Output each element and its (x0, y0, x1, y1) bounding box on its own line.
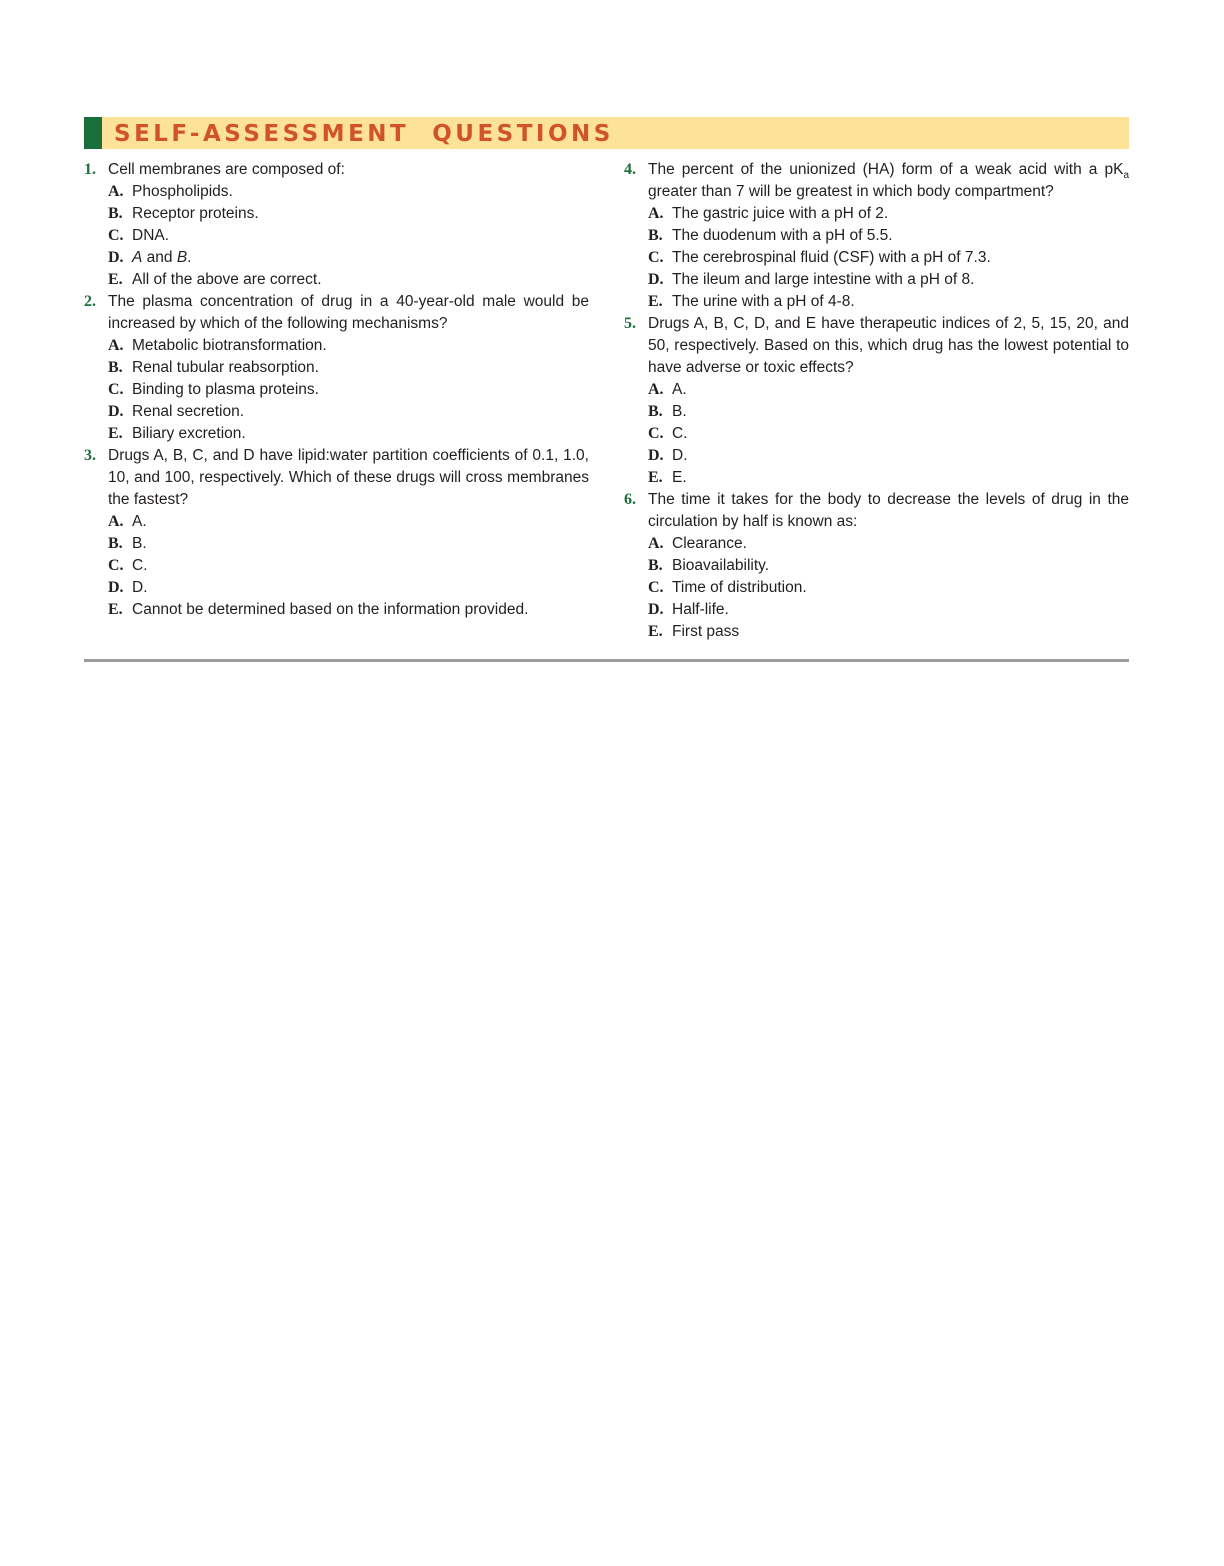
option-c (108, 225, 589, 247)
left-column (84, 159, 589, 621)
option-c (648, 423, 1129, 445)
question-number: 3. (84, 447, 96, 464)
option-letter: C. (648, 425, 664, 442)
option-text: Biliary excretion. (132, 425, 246, 442)
option-e (648, 291, 1129, 313)
option-text: Cannot be determined based on the information provided. (132, 601, 529, 618)
option-d (108, 401, 589, 423)
option-c (648, 577, 1129, 599)
option-b (648, 225, 1129, 247)
option-text: First pass (672, 623, 740, 640)
option-letter: D. (108, 403, 124, 420)
option-letter: A. (648, 381, 664, 398)
option-text-italic-a: A (132, 249, 143, 266)
option-text: The ileum and large intestine with a pH of 8. (672, 271, 975, 288)
question-1 (84, 159, 589, 291)
option-text-end: . (187, 249, 192, 266)
option-text: Bioavailability. (672, 557, 770, 574)
option-letter: B. (648, 403, 663, 420)
option-a (108, 335, 589, 357)
option-e (108, 599, 589, 621)
option-e (648, 467, 1129, 489)
question-number: 4. (624, 161, 636, 178)
option-a (108, 181, 589, 203)
option-text: B. (132, 535, 147, 552)
option-text: The urine with a pH of 4-8. (672, 293, 855, 310)
option-letter: C. (108, 227, 124, 244)
section-divider (84, 659, 1129, 662)
option-letter: D. (108, 579, 124, 596)
question-stem: Cell membranes are composed of: (108, 161, 345, 178)
option-letter: A. (108, 337, 124, 354)
option-letter: E. (648, 623, 663, 640)
option-letter: D. (648, 271, 664, 288)
stem-subscript: a (1123, 170, 1129, 182)
option-d (108, 247, 589, 269)
question-number: 1. (84, 161, 96, 178)
option-letter: B. (648, 557, 663, 574)
option-b (648, 401, 1129, 423)
option-letter: A. (648, 535, 664, 552)
option-text: Receptor proteins. (132, 205, 259, 222)
option-text: Binding to plasma proteins. (132, 381, 319, 398)
right-column (624, 159, 1129, 643)
question-stem: Drugs A, B, C, D, and E have therapeutic indices of 2, 5, 15, 20, and 50, respectively. Based on this, which drug has the lowest potential to have adverse or toxic effects? (648, 315, 1129, 376)
option-letter: A. (648, 205, 664, 222)
option-letter: E. (648, 293, 663, 310)
option-e (108, 423, 589, 445)
option-text: The duodenum with a pH of 5.5. (672, 227, 893, 244)
option-a (108, 511, 589, 533)
option-b (108, 533, 589, 555)
option-c (108, 555, 589, 577)
option-a (648, 533, 1129, 555)
option-b (648, 555, 1129, 577)
question-5 (624, 313, 1129, 489)
option-text: Renal tubular reabsorption. (132, 359, 319, 376)
option-letter: D. (108, 249, 124, 266)
option-text-italic-b: B (176, 249, 188, 266)
option-text: B. (672, 403, 687, 420)
question-number: 5. (624, 315, 636, 332)
question-number: 2. (84, 293, 96, 310)
option-text: C. (672, 425, 688, 442)
option-letter: E. (108, 425, 123, 442)
option-text: A. (672, 381, 687, 398)
option-b (108, 357, 589, 379)
question-4 (624, 159, 1129, 313)
question-number: 6. (624, 491, 636, 508)
option-text: D. (672, 447, 688, 464)
stem-post: greater than 7 will be greatest in which body compartment? (648, 183, 1054, 200)
option-letter: C. (648, 249, 664, 266)
option-c (108, 379, 589, 401)
option-text-mid: and (142, 249, 177, 266)
option-b (108, 203, 589, 225)
option-text: DNA. (132, 227, 170, 244)
option-text: Renal secretion. (132, 403, 245, 420)
question-3 (84, 445, 589, 621)
option-letter: C. (108, 557, 124, 574)
stem-pre: The percent of the unionized (HA) form of a weak acid with a pK (648, 161, 1124, 178)
option-letter: B. (648, 227, 663, 244)
option-text: Metabolic biotransformation. (132, 337, 327, 354)
option-letter: D. (648, 447, 664, 464)
option-d (648, 445, 1129, 467)
option-text: Phospholipids. (132, 183, 233, 200)
option-e (648, 621, 1129, 643)
option-a (648, 379, 1129, 401)
option-a (648, 203, 1129, 225)
question-6 (624, 489, 1129, 643)
section-title: SELF-ASSESSMENT QUESTIONS (114, 121, 614, 147)
question-stem: The plasma concentration of drug in a 40-year-old male would be increased by which of the following mechanisms? (108, 293, 589, 332)
option-letter: E. (648, 469, 663, 486)
option-d (108, 577, 589, 599)
option-d (648, 269, 1129, 291)
option-c (648, 247, 1129, 269)
option-text: A. (132, 513, 147, 530)
option-letter: C. (648, 579, 664, 596)
option-text: The cerebrospinal fluid (CSF) with a pH of 7.3. (672, 249, 991, 266)
option-d (648, 599, 1129, 621)
option-text: Half-life. (672, 601, 729, 618)
header-accent-block (84, 117, 102, 149)
option-text: Time of distribution. (672, 579, 807, 596)
question-stem: Drugs A, B, C, and D have lipid:water partition coefficients of 0.1, 1.0, 10, and 100, respectively. Which of these drugs will cross membranes the fastest? (108, 447, 589, 508)
option-letter: E. (108, 271, 123, 288)
option-text: D. (132, 579, 148, 596)
question-stem (648, 159, 1129, 203)
option-letter: E. (108, 601, 123, 618)
option-text: The gastric juice with a pH of 2. (672, 205, 889, 222)
option-letter: D. (648, 601, 664, 618)
option-letter: A. (108, 513, 124, 530)
option-letter: B. (108, 205, 123, 222)
question-2 (84, 291, 589, 445)
option-letter: B. (108, 535, 123, 552)
option-text: C. (132, 557, 148, 574)
option-text: All of the above are correct. (132, 271, 322, 288)
option-letter: B. (108, 359, 123, 376)
question-stem: The time it takes for the body to decrease the levels of drug in the circulation by half is known as: (648, 491, 1129, 530)
option-letter: C. (108, 381, 124, 398)
option-text: E. (672, 469, 687, 486)
option-e (108, 269, 589, 291)
section-header (84, 117, 1129, 149)
option-letter: A. (108, 183, 124, 200)
option-text: Clearance. (672, 535, 747, 552)
